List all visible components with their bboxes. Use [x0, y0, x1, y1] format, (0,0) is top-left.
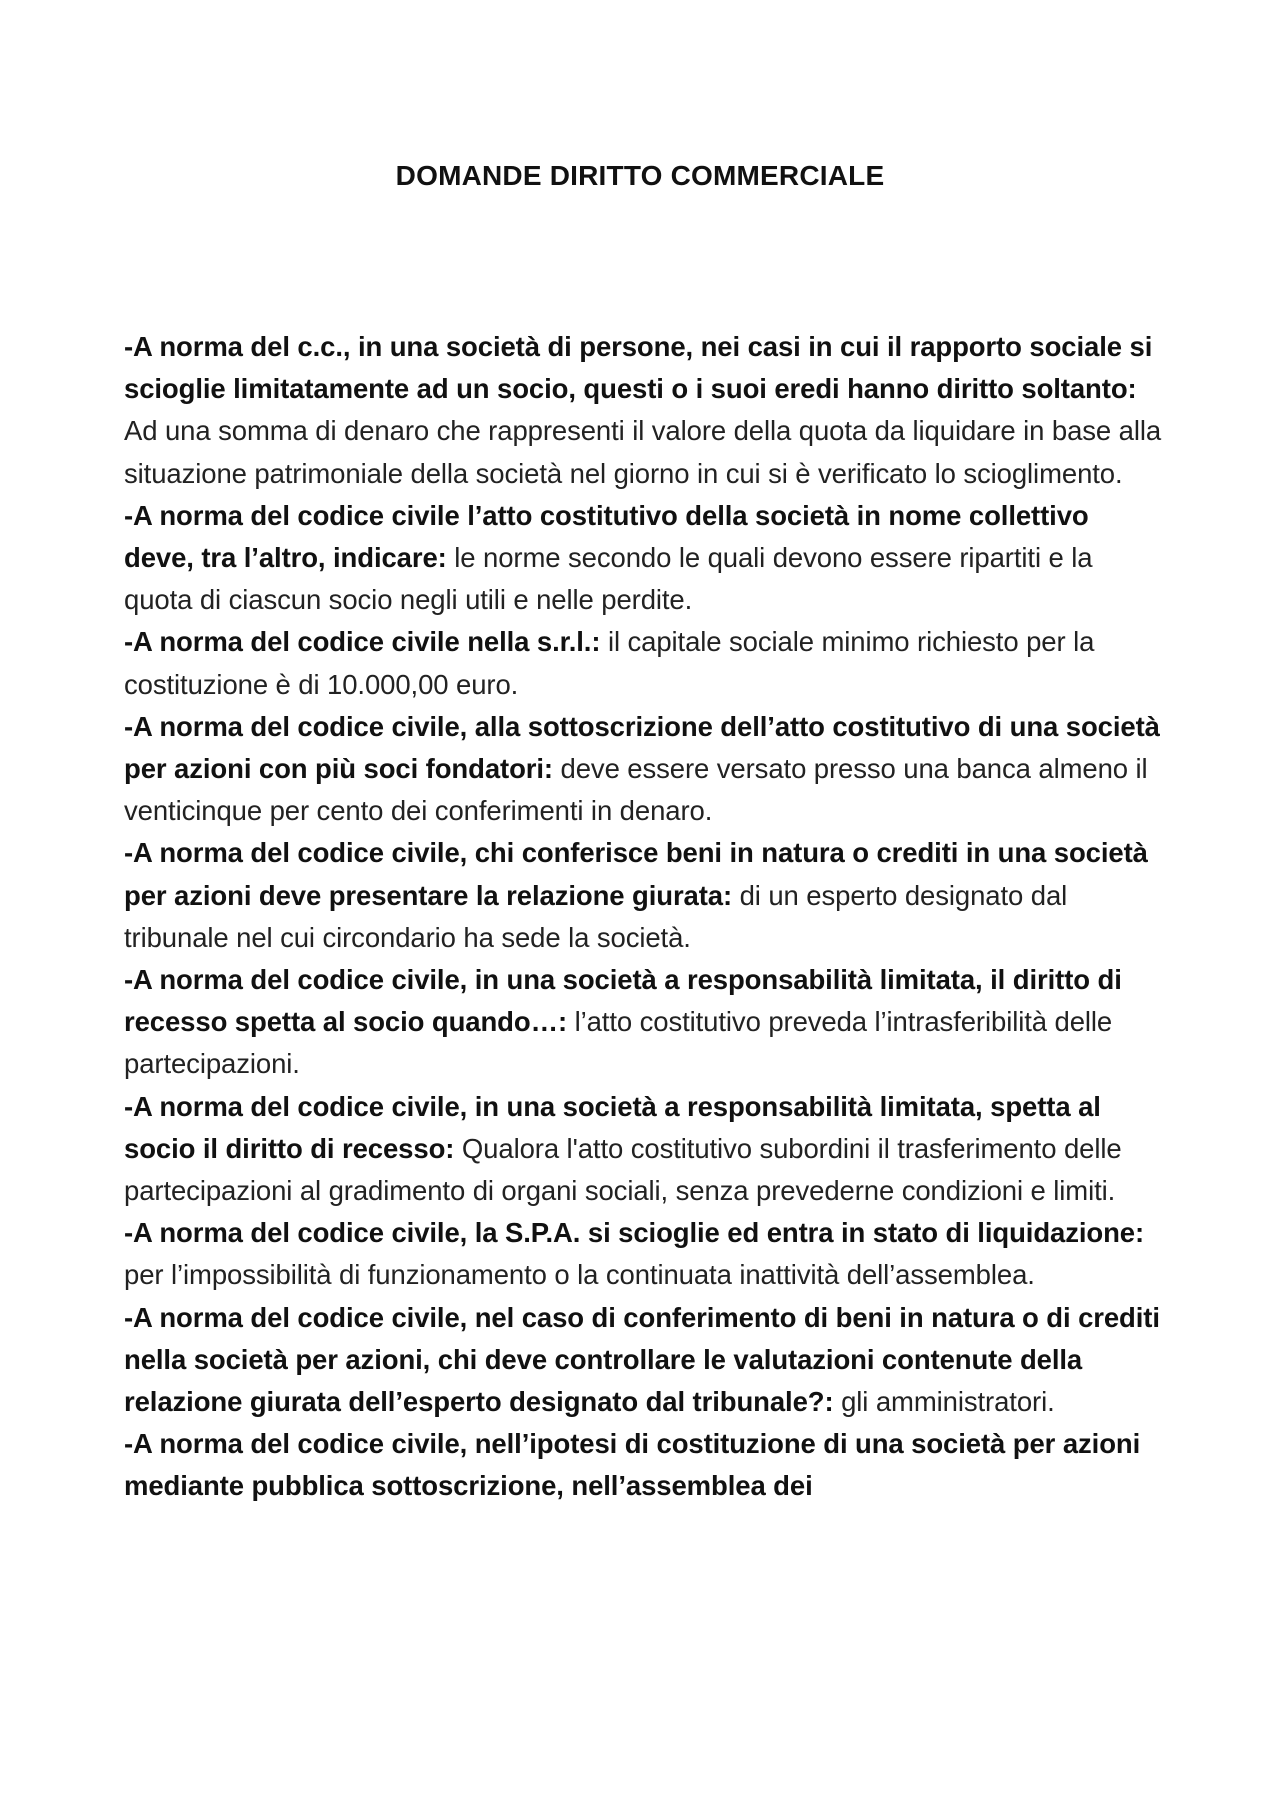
document-title: DOMANDE DIRITTO COMMERCIALE — [395, 160, 885, 191]
qa-item — [124, 495, 1164, 622]
qa-item — [124, 1423, 1164, 1507]
question-text: -A norma del codice civile, chi conferisce beni in natura o crediti in una società per azioni deve presentare la relazione giurata: — [124, 837, 1148, 911]
qa-item — [124, 1086, 1164, 1213]
answer-text: di un esperto designato dal tribunale nel cui circondario ha sede la società. — [124, 879, 1068, 953]
question-text: -A norma del codice civile, in una società a responsabilità limitata, spetta al socio il diritto di recesso: — [124, 1090, 1101, 1164]
answer-text: il capitale sociale minimo richiesto per la costituzione è di 10.000,00 euro. — [124, 626, 1095, 700]
qa-item — [124, 832, 1164, 959]
qa-item — [124, 959, 1164, 1086]
qa-item — [124, 621, 1164, 705]
question-text: -A norma del codice civile, in una società a responsabilità limitata, il diritto di recesso spetta al socio quando…: — [124, 964, 1122, 1038]
answer-text: Qualora l'atto costitutivo subordini il trasferimento delle partecipazioni al gradimento di organi sociali, senza prevederne condizioni e limiti. — [124, 1132, 1122, 1207]
question-text: -A norma del codice civile, nel caso di conferimento di beni in natura o di crediti nella società per azioni, chi deve controllare le valutazioni contenute della relazione giurata dell’esperto designato dal tribunale?: — [124, 1301, 1160, 1418]
answer-text: deve essere versato presso una banca almeno il venticinque per cento dei conferimenti in denaro. — [124, 753, 1148, 827]
question-text: -A norma del c.c., in una società di persone, nei casi in cui il rapporto sociale si scioglie limitatamente ad un socio, questi o i suoi eredi hanno diritto soltanto: — [124, 331, 1153, 405]
question-text: -A norma del codice civile, alla sottoscrizione dell’atto costitutivo di una società per azioni con più soci fondatori: — [124, 710, 1160, 785]
answer-text: per l’impossibilità di funzionamento o la continuata inattività dell’assemblea. — [124, 1259, 1035, 1291]
question-text: -A norma del codice civile l’atto costitutivo della società in nome collettivo deve, tra l’altro, indicare: — [124, 499, 1089, 574]
qa-item — [124, 706, 1164, 833]
question-answer-list — [124, 326, 1164, 1508]
answer-text: Ad una somma di denaro che rappresenti il valore della quota da liquidare in base alla situazione patrimoniale della società nel giorno in cui si è verificato lo scioglimento. — [124, 415, 1162, 489]
question-text: -A norma del codice civile, nell’ipotesi di costituzione di una società per azioni mediante pubblica sottoscrizione, nell’assemblea dei — [124, 1428, 1141, 1502]
qa-item — [124, 1212, 1164, 1296]
qa-item — [124, 1297, 1164, 1424]
qa-item — [124, 326, 1164, 495]
question-text: -A norma del codice civile nella s.r.l.: — [124, 626, 601, 658]
answer-text: l’atto costitutivo preveda l’intrasferibilità delle partecipazioni. — [124, 1006, 1113, 1080]
answer-text: gli amministratori. — [833, 1386, 1055, 1418]
answer-text: le norme secondo le quali devono essere ripartiti e la quota di ciascun socio negli utili e nelle perdite. — [124, 542, 1093, 616]
question-text: -A norma del codice civile, la S.P.A. si scioglie ed entra in stato di liquidazione: — [124, 1217, 1145, 1249]
